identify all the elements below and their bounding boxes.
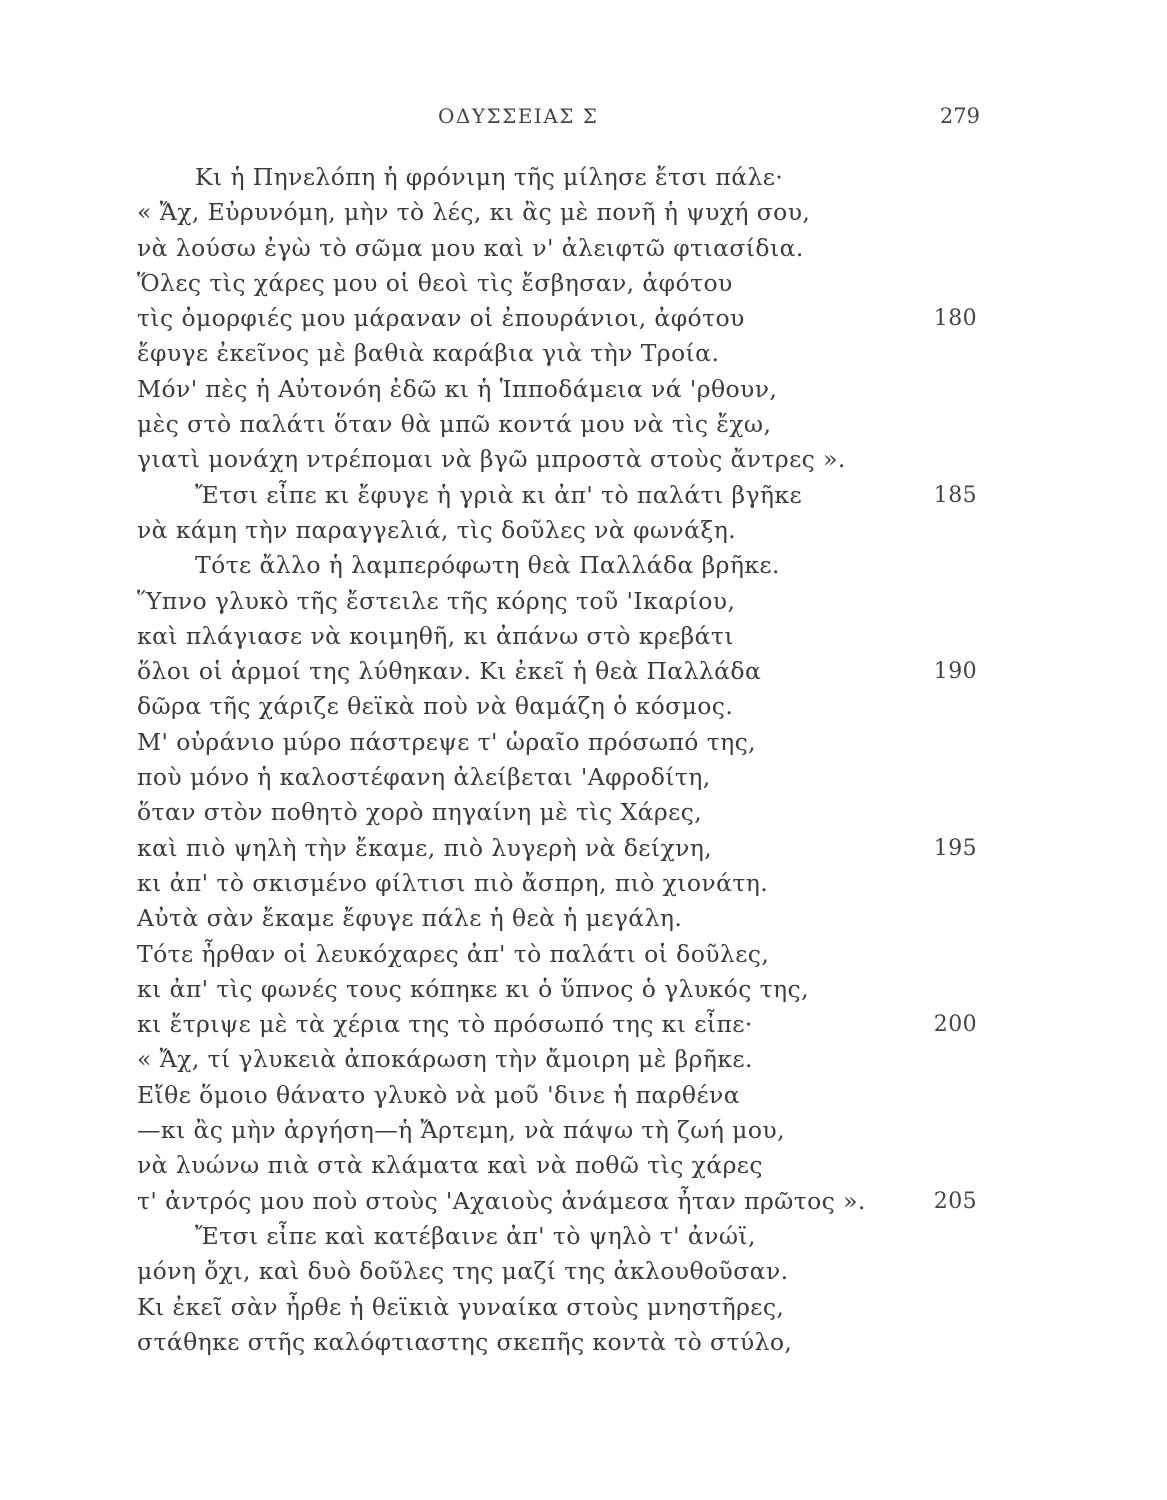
verse-line — [137, 1007, 987, 1042]
verse-line — [137, 866, 987, 901]
verse-text: Ὕπνο γλυκὸ τῆς ἔστειλε τῆς κόρης τοῦ 'Ικαρίου, — [137, 586, 736, 615]
verse-text: τ' ἀντρός μου ποὺ στοὺς 'Αχαιοὺς ἀνάμεσα ἦταν πρῶτος ». — [137, 1186, 866, 1215]
verse-text: Τότε ἦρθαν οἱ λευκόχαρες ἀπ' τὸ παλάτι οἱ δοῦλες, — [137, 939, 770, 968]
verse-line — [137, 1113, 987, 1148]
verse-line — [137, 266, 987, 301]
running-head — [0, 104, 1167, 134]
verse-text: Ἔτσι εἶπε καὶ κατέβαινε ἀπ' τὸ ψηλὸ τ' ἀνώϊ, — [195, 1221, 756, 1250]
verse-text: κι ἀπ' τὸ σκισμένο φίλτισι πιὸ ἄσπρη, πιὸ χιονάτη. — [137, 868, 769, 897]
verse-line — [137, 195, 987, 230]
verse-line — [137, 548, 987, 583]
line-number: 185 — [933, 482, 977, 508]
verse-text: Μόν' πὲς ἡ Αὐτονόη ἐδῶ κι ἡ Ἱπποδάμεια νά 'ρθουν, — [137, 374, 778, 403]
verse-text: νὰ λούσω ἐγὼ τὸ σῶμα μου καὶ ν' ἀλειφτῶ φτιασίδια. — [137, 233, 804, 262]
verse-text: ὅλοι οἱ ἁρμοί της λύθηκαν. Κι ἐκεῖ ἡ θεὰ Παλλάδα — [137, 657, 762, 686]
verse-text: μόνη ὄχι, καὶ δυὸ δοῦλες της μαζί της ἀκλουθοῦσαν. — [137, 1257, 789, 1286]
verse-text: κι ἀπ' τὶς φωνές τους κόπηκε κι ὁ ὕπνος ὁ γλυκός της, — [137, 974, 809, 1003]
verse-text: νὰ κάμη τὴν παραγγελιά, τὶς δοῦλες νὰ φωνάξη. — [137, 515, 737, 544]
verse-text: « Ἄχ, τί γλυκειὰ ἀποκάρωση τὴν ἄμοιρη μὲ βρῆκε. — [137, 1045, 753, 1074]
verse-line — [137, 372, 987, 407]
verse-text: Εἴθε ὅμοιο θάνατο γλυκὸ νὰ μοῦ 'δινε ἡ παρθένα — [137, 1080, 740, 1109]
verse-line — [137, 1290, 987, 1325]
verse-line — [137, 619, 987, 654]
verse-text: δῶρα τῆς χάριζε θεϊκὰ ποὺ νὰ θαμάζη ὁ κόσμος. — [137, 692, 734, 721]
verse-text: Κι ἐκεῖ σὰν ἦρθε ἡ θεϊκιὰ γυναίκα στοὺς μνηστῆρες, — [137, 1292, 785, 1321]
verse-line — [137, 901, 987, 936]
verse-text: ἔφυγε ἐκεῖνος μὲ βαθιὰ καράβια γιὰ τὴν Τροία. — [137, 339, 720, 368]
verse-text: κι ἔτριψε μὲ τὰ χέρια της τὸ πρόσωπό της κι εἶπε· — [137, 1010, 753, 1039]
verse-text: στάθηκε στῆς καλόφτιαστης σκεπῆς κοντὰ τὸ στύλο, — [137, 1327, 793, 1356]
verse-line — [137, 795, 987, 830]
verse-line — [137, 1219, 987, 1254]
verse-line — [137, 725, 987, 760]
verse-line — [137, 760, 987, 795]
verse-line — [137, 160, 987, 195]
line-number: 180 — [933, 306, 977, 332]
verse-line — [137, 1184, 987, 1219]
verse-line — [137, 1078, 987, 1113]
verse-text: ὅταν στὸν ποθητὸ χορὸ πηγαίνη μὲ τὶς Χάρες, — [137, 798, 703, 827]
verse-line — [137, 336, 987, 371]
verse-line — [137, 231, 987, 266]
verse-text: μὲς στὸ παλάτι ὅταν θὰ μπῶ κοντά μου νὰ τὶς ἔχω, — [137, 410, 772, 439]
verse-text: νὰ λυώνω πιὰ στὰ κλάματα καὶ νὰ ποθῶ τὶς χάρες — [137, 1151, 763, 1180]
verse-text: γιατὶ μονάχη ντρέπομαι νὰ βγῶ μπροστὰ στοὺς ἄντρες ». — [137, 445, 846, 474]
verse-text: τὶς ὀμορφιές μου μάραναν οἱ ἐπουράνιοι, ἀφότου — [137, 304, 745, 333]
verse-text: καὶ πλάγιασε νὰ κοιμηθῆ, κι ἀπάνω στὸ κρεβάτι — [137, 621, 734, 650]
line-number: 200 — [933, 1012, 977, 1038]
verse-line — [137, 689, 987, 724]
verse-text: Αὐτὰ σὰν ἔκαμε ἔφυγε πάλε ἡ θεὰ ἡ μεγάλη. — [137, 904, 683, 933]
verse-text: ποὺ μόνο ἡ καλοστέφανη ἀλείβεται 'Αφροδίτη, — [137, 763, 711, 792]
verse-line — [137, 654, 987, 689]
verse-line — [137, 1254, 987, 1289]
verse-text: —κι ἂς μὴν ἀργήση—ἡ Ἄρτεμη, νὰ πάψω τὴ ζωή μου, — [137, 1116, 785, 1145]
verse-line — [137, 1325, 987, 1360]
verse-line — [137, 442, 987, 477]
verse-text: Κι ἡ Πηνελόπη ἡ φρόνιμη τῆς μίλησε ἔτσι πάλε· — [195, 163, 784, 191]
line-number: 190 — [933, 659, 977, 685]
line-number: 205 — [933, 1188, 977, 1214]
verse-text: Τότε ἄλλο ἡ λαμπερόφωτη θεὰ Παλλάδα βρῆκε. — [195, 551, 780, 580]
verse-line — [137, 937, 987, 972]
verse-line — [137, 301, 987, 336]
verse-text: Μ' οὐράνιο μύρο πάστρεψε τ' ὡραῖο πρόσωπό της, — [137, 727, 757, 756]
verse-line — [137, 1042, 987, 1077]
verse-text: Ἔτσι εἶπε κι ἔφυγε ἡ γριὰ κι ἀπ' τὸ παλάτι βγῆκε — [195, 480, 803, 509]
verse-line — [137, 1148, 987, 1183]
verse-line — [137, 513, 987, 548]
verse-line — [137, 478, 987, 513]
page-number: 279 — [939, 104, 980, 128]
line-number: 195 — [933, 835, 977, 861]
poem-text — [137, 160, 987, 1360]
running-title: ΟΔΥΣΣΕΙΑΣ Σ — [438, 104, 599, 128]
verse-line — [137, 584, 987, 619]
verse-line — [137, 407, 987, 442]
verse-text: « Ἄχ, Εὐρυνόμη, μὴν τὸ λές, κι ἂς μὲ πονῆ ἡ ψυχή σου, — [137, 198, 811, 227]
verse-line — [137, 831, 987, 866]
verse-text: Ὅλες τὶς χάρες μου οἱ θεοὶ τὶς ἔσβησαν, ἀφότου — [137, 268, 733, 297]
verse-line — [137, 972, 987, 1007]
verse-text: καὶ πιὸ ψηλὴ τὴν ἔκαμε, πιὸ λυγερὴ νὰ δείχνη, — [137, 833, 713, 862]
